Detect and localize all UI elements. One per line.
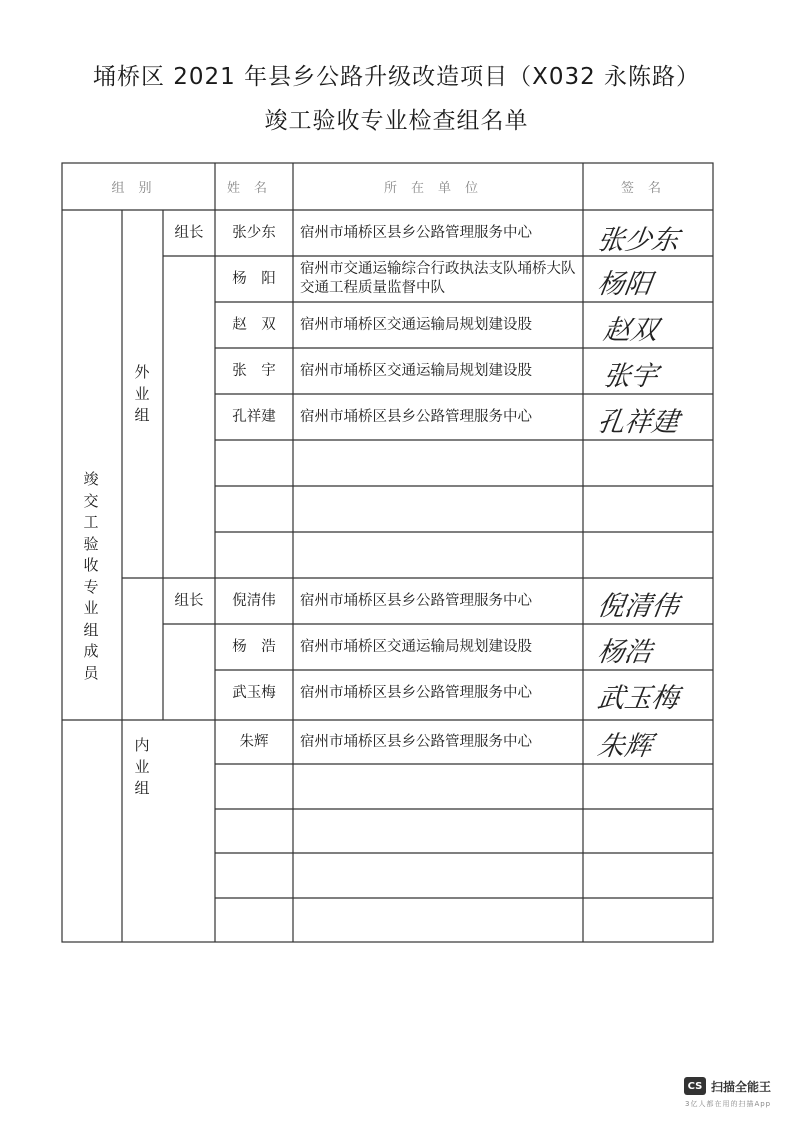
header-unit: 所在单位 — [383, 181, 492, 196]
member-name: 朱辉 — [239, 733, 269, 750]
scanner-tagline: 3亿人都在用的扫描App — [685, 1100, 772, 1108]
member-signature: 杨浩 — [595, 637, 654, 668]
group-inner-label: 内业组 — [134, 736, 150, 797]
header-name: 姓名 — [226, 181, 281, 196]
member-name: 张 宇 — [232, 362, 276, 379]
member-unit: 宿州市埇桥区县乡公路管理服务中心 — [300, 408, 532, 425]
member-unit: 宿州市埇桥区交通运输局规划建设股 — [300, 316, 532, 333]
member-signature: 倪清伟 — [595, 591, 681, 622]
member-signature: 杨阳 — [595, 269, 654, 300]
member-signature: 武玉梅 — [595, 683, 681, 714]
document-title: 埇桥区 2021 年县乡公路升级改造项目（X032 永陈路） — [92, 64, 701, 90]
member-name: 倪清伟 — [232, 592, 276, 609]
member-unit: 宿州市埇桥区交通运输局规划建设股 — [300, 638, 532, 655]
side-label: 竣交工验收专业组成员 — [83, 470, 99, 682]
scanner-brand: 扫描全能王 — [711, 1079, 772, 1094]
scanner-watermark — [684, 1077, 771, 1095]
member-name: 赵 双 — [232, 316, 276, 333]
member-name: 张少东 — [232, 224, 276, 241]
member-name: 杨 阳 — [232, 270, 276, 287]
member-signature: 赵双 — [601, 315, 660, 346]
member-signature: 孔祥建 — [595, 407, 681, 438]
document-subtitle: 竣工验收专业检查组名单 — [264, 108, 529, 134]
member-unit: 宿州市埇桥区县乡公路管理服务中心 — [300, 224, 532, 241]
member-unit: 宿州市埇桥区县乡公路管理服务中心 — [300, 733, 532, 750]
member-unit: 宿州市埇桥区交通运输局规划建设股 — [300, 362, 532, 379]
member-unit: 宿州市埇桥区县乡公路管理服务中心 — [300, 592, 532, 609]
member-name: 杨 浩 — [232, 638, 276, 655]
group-outer-label: 外业组 — [134, 363, 150, 424]
leader-label-second: 组长 — [174, 592, 204, 609]
cs-logo-icon: CS — [684, 1077, 706, 1095]
member-unit: 宿州市交通运输综合行政执法支队埇桥大队交通工程质量监督中队 — [300, 261, 576, 296]
header-group: 组别 — [111, 181, 166, 196]
member-signature: 张少东 — [595, 225, 681, 256]
leader-label-outer: 组长 — [174, 224, 204, 241]
member-name: 孔祥建 — [232, 408, 276, 425]
member-name: 武玉梅 — [232, 684, 276, 701]
member-signature: 朱辉 — [595, 731, 654, 762]
member-signature: 张宇 — [601, 361, 660, 392]
header-sign: 签名 — [620, 181, 675, 196]
member-unit: 宿州市埇桥区县乡公路管理服务中心 — [300, 684, 532, 701]
